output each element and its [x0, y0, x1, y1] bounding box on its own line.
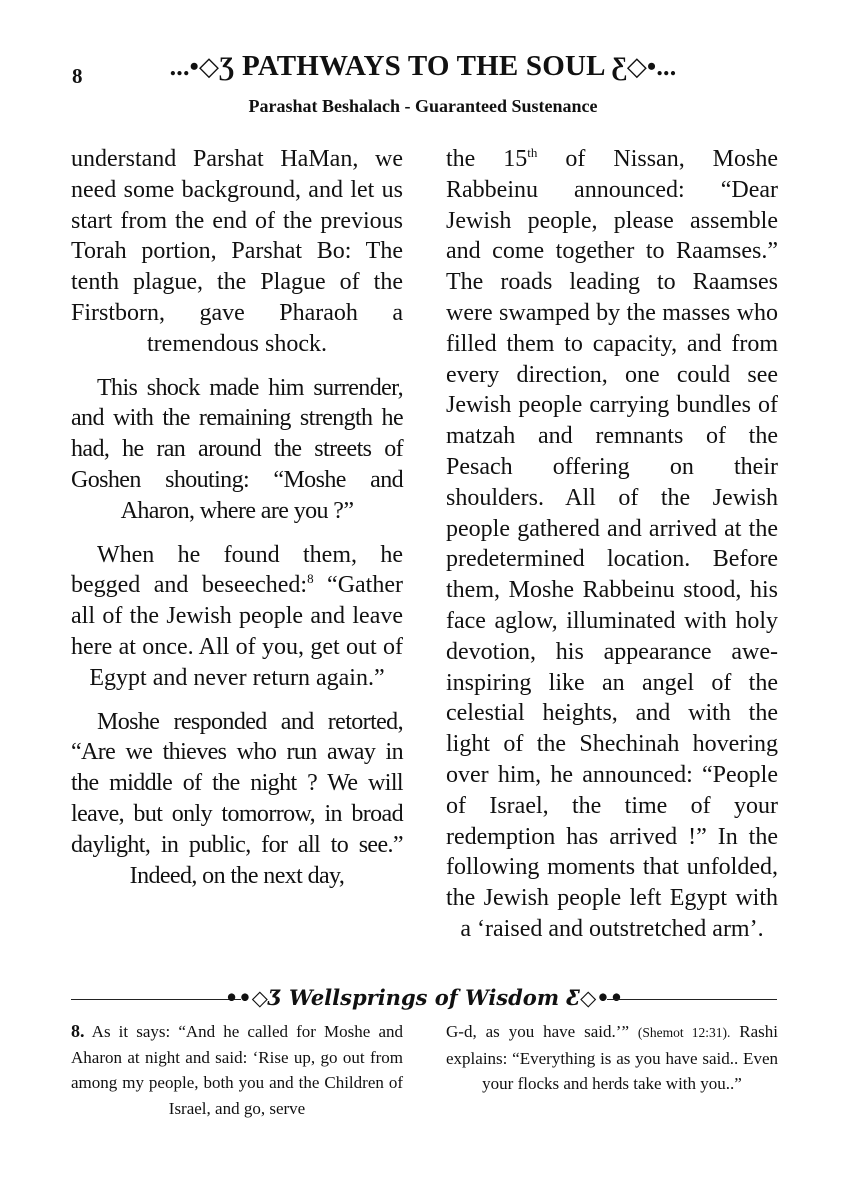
divider-label: ••◇Ʒ Wellsprings of Wisdom Ƹ◇•• [224, 985, 624, 1010]
footnote-reference[interactable]: 8 [307, 571, 314, 587]
paragraph-text: of Nissan, Moshe Rabbeinu announced: “Dear Jewish people, please assemble and come together to Raamses.” The roads leading to Raamses were swamped by the masses who filled them to capacity, and from every direction, one could see Jewish people carrying bundles of matzah and remnants of the Pesach offering on their shoulders. All of the Jewish people gathered and arrived at the predetermined location. Before them, Moshe Rabbeinu stood, his face aglow, illuminated with holy devotion, his appearance awe-inspiring like an angel of the celestial heights, and with the light of the Shechinah hovering over him, he announced: “People of Israel, the time of your redemption has arrived !” In the following moments that unfolded, the Jewish people left Egypt with a ‘raised and outstretched arm’. [446, 146, 778, 942]
paragraph: This shock made him surrender, and with the remaining strength he had, he ran around the streets of Goshen shouting: “Moshe and Aharon, where are you ?” [71, 374, 403, 524]
footnote-body: G-d, as you have said.’” [446, 1022, 638, 1041]
footnote-source: (Shemot 12:31). [637, 1025, 731, 1040]
footnote-body: Rashi explains: “Everything is as you have said.. Even your flocks and herds take with you..” [446, 1022, 778, 1094]
right-column [446, 144, 778, 958]
paragraph: Moshe responded and retorted, “Are we thieves who run away in the middle of the night ? We will leave, but only tomorrow, in broad daylight, in public, for all to see.” Indeed, on the next day, [71, 708, 403, 889]
paragraph-text: the 15 [446, 146, 528, 172]
footnote-body: As it says: “And he called for Moshe and Aharon at night and said: ‘Rise up, go out from among my people, both you and the Children of Israel, and go, serve [71, 1022, 403, 1118]
paragraph [446, 144, 778, 945]
divider-line-right [607, 999, 777, 1000]
footnote-text [71, 1019, 403, 1121]
paragraph-text: “Gather all of the Jewish people and leave here at once. All of you, get out of Egypt and never return again.” [71, 572, 403, 691]
ornament-right: Ƹ◇•... [611, 52, 677, 81]
paragraph [71, 540, 403, 694]
page-number: 8 [72, 64, 83, 88]
footnote-text [446, 1019, 778, 1097]
ordinal-superscript: th [527, 145, 538, 160]
chapter-subtitle: Parashat Beshalach - Guaranteed Sustenance [248, 96, 598, 116]
paragraph: understand Parshat HaMan, we need some background, and let us start from the end of the previous Torah portion, Parshat Bo: The tenth plague, the Plague of the Firstborn, gave Pharaoh a tremendous shock. [71, 146, 403, 357]
ornament-left: ...•◇Ʒ [169, 52, 235, 81]
footnote-divider [71, 985, 777, 1015]
footnote-number: 8. [71, 1021, 85, 1041]
paragraph-text: When he found them, he begged and beseeched: [71, 541, 403, 599]
footnote-left [71, 1019, 403, 1121]
footnote-right [446, 1019, 778, 1097]
running-header [0, 50, 846, 83]
book-title: PATHWAYS TO THE SOUL [241, 50, 605, 82]
left-column [71, 144, 403, 904]
